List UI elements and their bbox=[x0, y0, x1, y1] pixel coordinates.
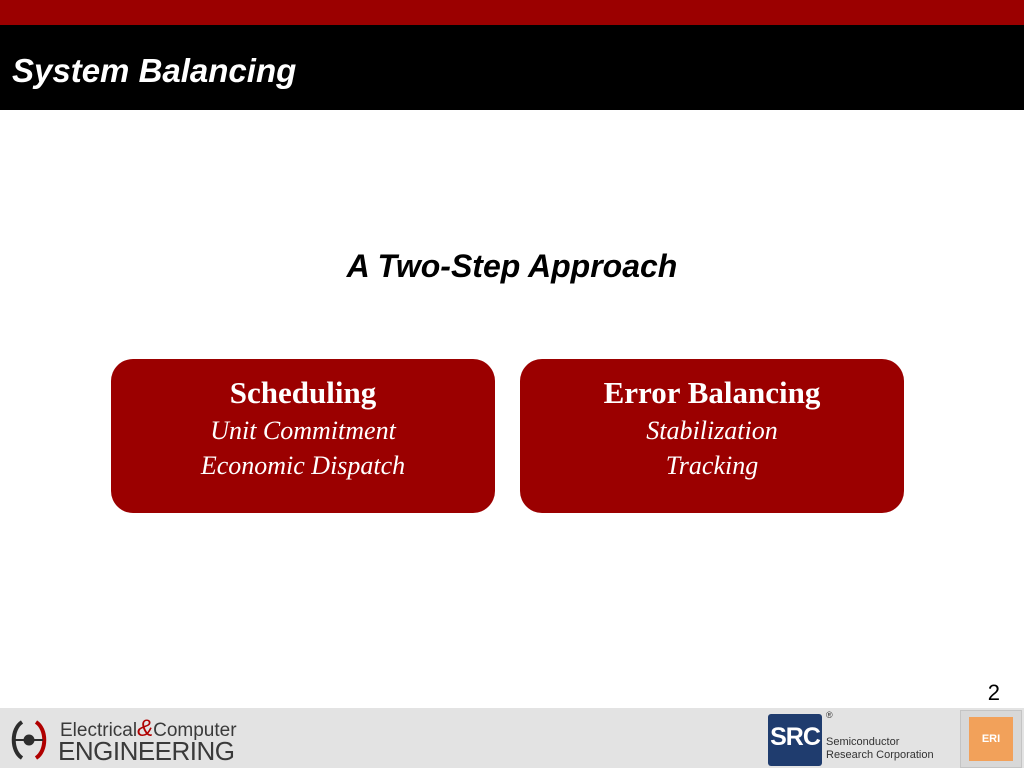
src-name-line2: Research Corporation bbox=[826, 749, 934, 761]
scheduling-box bbox=[111, 359, 495, 513]
scheduling-item: Economic Dispatch bbox=[200, 451, 406, 480]
scheduling-title: Scheduling bbox=[229, 375, 377, 410]
error-balancing-item: Tracking bbox=[665, 451, 759, 480]
slide-title: System Balancing bbox=[12, 52, 297, 89]
error-balancing-item: Stabilization bbox=[646, 416, 778, 445]
src-name-line1: Semiconductor bbox=[826, 736, 900, 748]
scheduling-item: Unit Commitment bbox=[210, 416, 396, 445]
src-name bbox=[826, 736, 934, 762]
eri-logo bbox=[960, 710, 1022, 768]
src-logo bbox=[768, 712, 948, 768]
ece-logo-ampersand: & bbox=[137, 715, 154, 742]
src-letters: SRC bbox=[770, 723, 820, 751]
top-accent-strip bbox=[0, 0, 1024, 25]
slide-subtitle: A Two-Step Approach bbox=[346, 248, 678, 284]
src-emblem-icon bbox=[768, 714, 822, 766]
ece-logo-word-electrical: Electrical bbox=[60, 720, 138, 741]
ece-emblem-icon bbox=[6, 717, 52, 763]
eri-text: ERI bbox=[981, 733, 1001, 745]
page-number: 2 bbox=[987, 680, 1000, 705]
ece-logo-line2: ENGINEERING bbox=[58, 736, 235, 766]
ece-logo bbox=[6, 716, 236, 764]
ece-logo-word-computer: Computer bbox=[153, 720, 237, 741]
error-balancing-title: Error Balancing bbox=[603, 375, 821, 410]
src-registered-mark: ® bbox=[826, 710, 833, 720]
error-balancing-box bbox=[520, 359, 904, 513]
